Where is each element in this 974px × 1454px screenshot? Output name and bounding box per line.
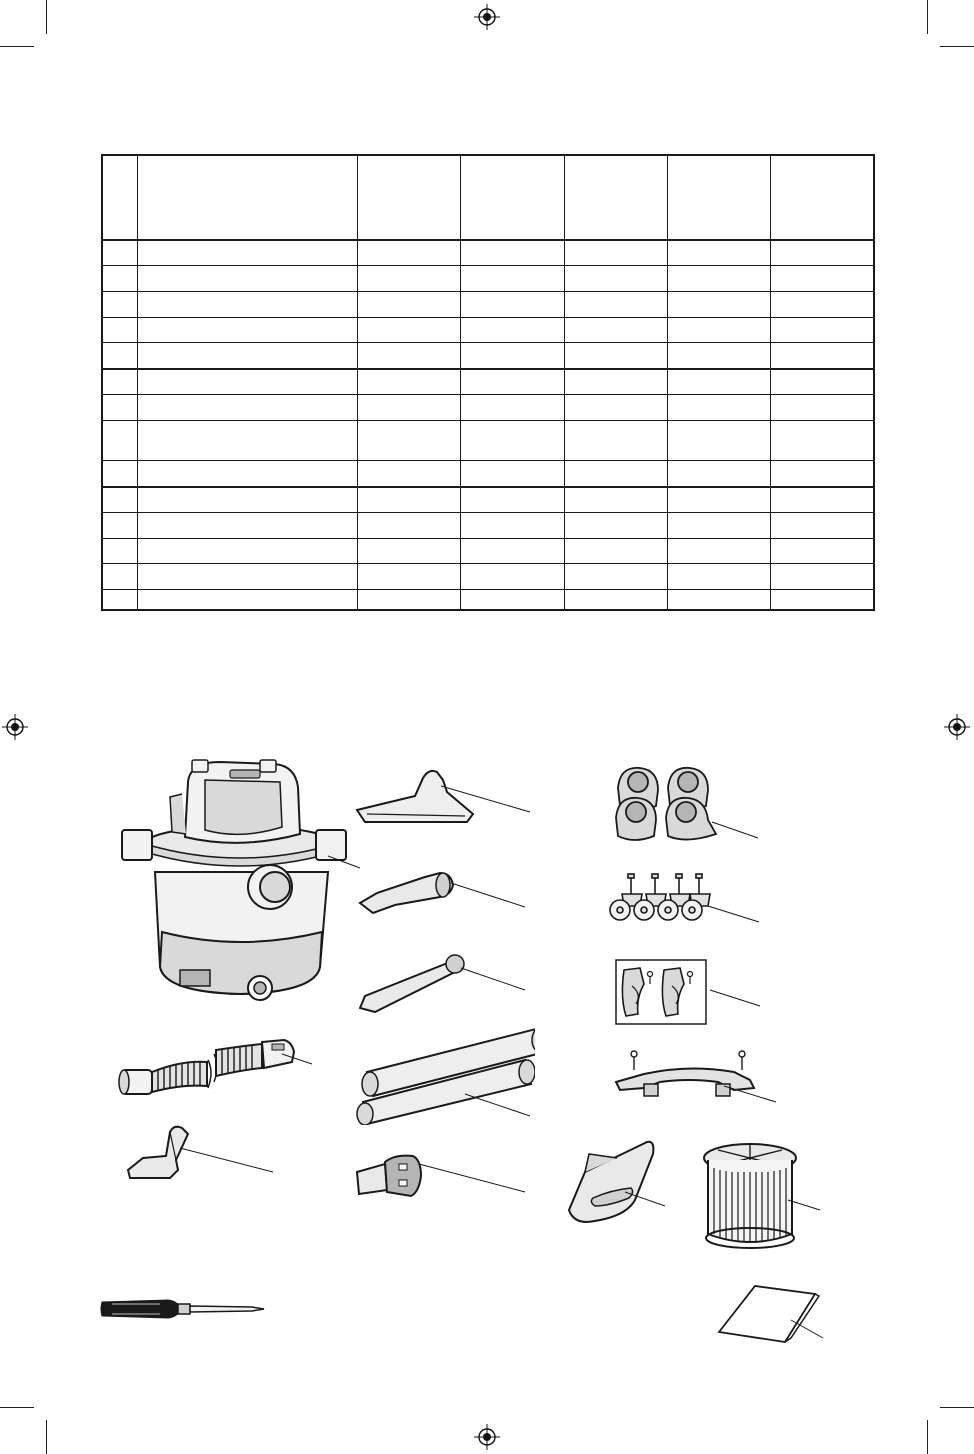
table-row xyxy=(102,420,874,461)
crevice-tool-illustration xyxy=(355,950,530,1020)
screwdriver-illustration xyxy=(98,1292,268,1326)
crop-mark-bl-v xyxy=(46,1420,47,1454)
crop-mark-br-h xyxy=(940,1407,974,1408)
crop-mark-tr-v xyxy=(927,0,928,34)
hose-adapter-illustration xyxy=(355,1150,530,1205)
floor-nozzle-illustration xyxy=(355,766,535,831)
registration-mark-left xyxy=(2,714,28,740)
table-row xyxy=(102,266,874,292)
cartridge-filter-illustration xyxy=(698,1138,823,1253)
hose-illustration xyxy=(112,1032,317,1102)
parts-table xyxy=(101,154,875,611)
utility-nozzle-illustration xyxy=(118,1122,278,1192)
tool-caddy-illustration xyxy=(565,1140,675,1225)
table-row xyxy=(102,590,874,610)
carry-handle-illustration xyxy=(614,1048,779,1108)
wet-dry-vacuum-illustration xyxy=(110,752,370,1002)
table-row xyxy=(102,538,874,564)
table-row xyxy=(102,369,874,395)
table-row xyxy=(102,461,874,487)
crop-mark-tl-v xyxy=(46,0,47,34)
table-row xyxy=(102,512,874,538)
registration-mark-bottom xyxy=(474,1424,500,1450)
table-row xyxy=(102,487,874,513)
caster-feet-illustration xyxy=(612,760,762,845)
casters-illustration xyxy=(604,870,764,930)
crop-mark-br-v xyxy=(927,1420,928,1454)
table-row xyxy=(102,240,874,266)
table-row xyxy=(102,317,874,343)
table-header-row xyxy=(102,155,874,240)
accessory-clips-illustration xyxy=(614,958,764,1026)
crop-mark-bl-h xyxy=(0,1407,34,1408)
crop-mark-tr-h xyxy=(940,46,974,47)
table-row xyxy=(102,564,874,590)
registration-mark-top xyxy=(474,4,500,30)
registration-mark-right xyxy=(944,714,970,740)
extension-wands-illustration xyxy=(355,1020,535,1125)
table-row xyxy=(102,343,874,369)
table-row xyxy=(102,394,874,420)
manual-illustration xyxy=(715,1280,827,1350)
claw-nozzle-illustration xyxy=(355,865,530,920)
crop-mark-tl-h xyxy=(0,46,34,47)
table-row xyxy=(102,291,874,317)
